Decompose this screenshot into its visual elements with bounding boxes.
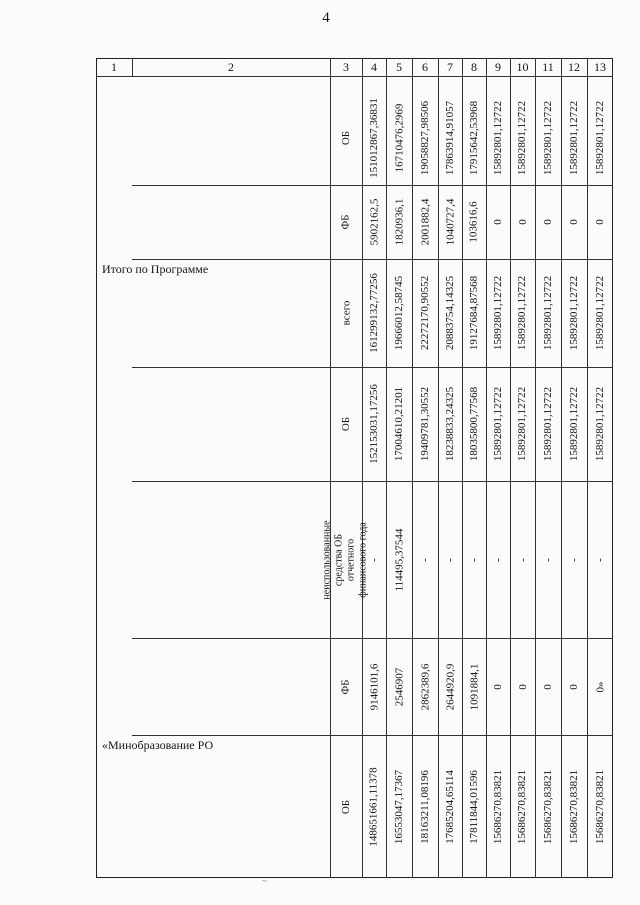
cell-ob-2 (561, 367, 587, 481)
column-label-ob (330, 735, 362, 878)
column-number: 1 (111, 60, 117, 74)
cell-value: 0 (492, 683, 504, 690)
cell-unused (412, 481, 438, 638)
cell-value: - (516, 557, 529, 562)
cell-fb-2 (386, 638, 412, 735)
cell-value: 2001882,4 (419, 198, 431, 246)
cell-ob-2 (386, 367, 412, 481)
cell-value: 2862389,6 (419, 663, 431, 710)
cell-ob-2 (486, 367, 510, 481)
column-label-text: ОБ (339, 799, 352, 814)
cell-fb-1 (362, 185, 386, 259)
cell-fb-2 (486, 638, 510, 735)
cell-ob-2 (587, 367, 613, 481)
page-number: 4 (322, 10, 330, 26)
column-label-text: ОБ (339, 130, 352, 145)
cell-ob-1 (510, 90, 535, 185)
cell-vsego (535, 259, 561, 367)
cell-value: 15686270,83821 (594, 769, 606, 844)
cell-fb-2 (561, 638, 587, 735)
cell-value: 1091884,1 (468, 663, 480, 710)
cell-value: 15892801,12722 (594, 100, 606, 175)
cell-unused (486, 481, 510, 638)
cell-value: 15892801,12722 (542, 386, 554, 462)
cell-value: 17863914,91057 (444, 100, 456, 175)
cell-ob-1 (587, 90, 613, 185)
column-number: 12 (568, 60, 580, 74)
cell-value: 19058827,98506 (419, 100, 431, 175)
cell-ob-2 (412, 367, 438, 481)
cell-value: 18035800,77568 (468, 386, 480, 462)
cell-ob-3 (386, 735, 412, 878)
cell-fb-1 (386, 185, 412, 259)
cell-fb-2 (412, 638, 438, 735)
cell-unused (386, 481, 412, 638)
cell-value: 0 (568, 683, 580, 690)
cell-fb-1 (486, 185, 510, 259)
cell-ob-1 (561, 90, 587, 185)
column-number: 2 (228, 60, 234, 74)
cell-value: 0 (516, 219, 529, 225)
cell-ob-1 (412, 90, 438, 185)
cell-fb-2 (535, 638, 561, 735)
cell-fb-2 (362, 638, 386, 735)
cell-value: 15892801,12722 (516, 386, 529, 462)
cell-value: 0 (516, 683, 529, 690)
cell-value: 17811844,01596 (468, 769, 480, 844)
cell-value: 2644920,9 (444, 663, 456, 710)
column-number: 4 (371, 60, 377, 74)
cell-ob-2 (510, 367, 535, 481)
cell-unused (362, 481, 386, 638)
group-label-ministry: «Минобразование РО (102, 738, 214, 752)
cell-value: 5902162,5 (368, 198, 380, 246)
column-label-ob (330, 367, 362, 481)
cell-value: 17004610,21201 (393, 386, 405, 462)
cell-value: - (593, 557, 606, 562)
column-number: 9 (495, 60, 501, 74)
scan-mark: ~ (262, 876, 267, 886)
cell-ob-2 (362, 367, 386, 481)
cell-value: 19127684,87568 (468, 275, 480, 351)
cell-value: 15892801,12722 (594, 275, 606, 351)
cell-fb-1 (438, 185, 462, 259)
cell-value: 114495,37544 (393, 528, 405, 591)
column-label-text: неиспользованные средства ОБ отчетного финансового года (322, 519, 370, 600)
cell-vsego (486, 259, 510, 367)
cell-value: 15892801,12722 (568, 386, 580, 462)
cell-vsego (587, 259, 613, 367)
header-divider (96, 76, 613, 77)
cell-unused (535, 481, 561, 638)
cell-unused (462, 481, 486, 638)
cell-value: 15892801,12722 (568, 100, 580, 175)
cell-value: 19409781,30552 (419, 386, 431, 462)
cell-value: 16553047,17367 (393, 769, 405, 844)
cell-ob-3 (587, 735, 613, 878)
cell-value: 17685204,65114 (444, 769, 456, 844)
cell-ob-1 (486, 90, 510, 185)
cell-fb-1 (462, 185, 486, 259)
cell-value: - (367, 557, 380, 562)
cell-value: 1820936,1 (393, 198, 405, 246)
cell-ob-1 (362, 90, 386, 185)
cell-fb-1 (561, 185, 587, 259)
cell-ob-2 (535, 367, 561, 481)
cell-value: 16710476,2969 (393, 103, 405, 172)
cell-value: 151012867,36831 (368, 97, 380, 178)
cell-value: - (467, 557, 480, 562)
cell-value: 0 (542, 219, 554, 225)
cell-value: 15892801,12722 (542, 100, 554, 175)
cell-value: 15892801,12722 (542, 275, 554, 351)
cell-value: 18163211,08196 (419, 769, 431, 844)
cell-fb-1 (510, 185, 535, 259)
cell-value: 0 (568, 219, 580, 225)
cell-value: - (567, 557, 580, 562)
column-number: 5 (396, 60, 402, 74)
cell-value: 148651661,11378 (368, 766, 380, 847)
column-number: 11 (542, 60, 554, 74)
cell-value: 17915642,53968 (468, 100, 480, 175)
cell-value: 22272170,90552 (419, 275, 431, 351)
cell-value: 18238833,24325 (444, 386, 456, 462)
cell-value: 15892801,12722 (516, 275, 529, 351)
cell-value: 152153031,17256 (368, 384, 380, 464)
cell-value: 15892801,12722 (594, 386, 606, 462)
column-number: 13 (594, 60, 606, 74)
cell-unused (587, 481, 613, 638)
cell-vsego (412, 259, 438, 367)
column-number: 3 (343, 60, 349, 74)
cell-value: 9146101,6 (368, 663, 380, 710)
column-number: 6 (422, 60, 428, 74)
cell-value: - (443, 557, 456, 562)
cell-ob-3 (438, 735, 462, 878)
cell-ob-2 (438, 367, 462, 481)
cell-value: - (541, 557, 554, 562)
cell-unused (438, 481, 462, 638)
cell-value: 0 (594, 219, 606, 225)
cell-fb-1 (535, 185, 561, 259)
cell-value: 0 (542, 683, 554, 690)
cell-value: 15686270,83821 (542, 769, 554, 844)
cell-ob-3 (535, 735, 561, 878)
cell-value: 15892801,12722 (492, 275, 504, 351)
cell-ob-3 (362, 735, 386, 878)
cell-fb-2 (587, 638, 613, 735)
cell-unused (510, 481, 535, 638)
cell-ob-1 (535, 90, 561, 185)
cell-vsego (362, 259, 386, 367)
column-number: 7 (447, 60, 453, 74)
cell-ob-1 (386, 90, 412, 185)
cell-value: - (491, 557, 504, 562)
column-label-unused (322, 481, 370, 638)
cell-ob-2 (462, 367, 486, 481)
cell-fb-1 (587, 185, 613, 259)
cell-ob-3 (561, 735, 587, 878)
cell-value: 15686270,83821 (568, 769, 580, 844)
cell-unused (561, 481, 587, 638)
cell-vsego (462, 259, 486, 367)
cell-ob-3 (486, 735, 510, 878)
column-label-text: ФБ (339, 214, 352, 230)
cell-ob-3 (462, 735, 486, 878)
cell-value: 15892801,12722 (516, 100, 529, 175)
column-label-text: ФБ (339, 678, 352, 695)
column-label-vsego (330, 259, 362, 367)
cell-vsego (438, 259, 462, 367)
cell-value: 103616,6 (468, 201, 480, 243)
cell-value: 2546907 (393, 667, 405, 706)
cell-value: 15892801,12722 (492, 100, 504, 175)
column-label-text: ОБ (339, 416, 352, 432)
column-number: 10 (516, 60, 529, 74)
cell-value: 0» (594, 681, 606, 692)
column-label-fb (330, 185, 362, 259)
cell-value: 0 (492, 219, 504, 225)
column-label-fb (330, 638, 362, 735)
cell-value: - (418, 557, 431, 562)
cell-fb-2 (510, 638, 535, 735)
cell-fb-1 (412, 185, 438, 259)
cell-value: 161299132,77256 (368, 273, 380, 353)
column-label-text: всего (340, 300, 352, 326)
cell-fb-2 (438, 638, 462, 735)
cell-ob-3 (510, 735, 535, 878)
cell-value: 1040727,4 (444, 198, 456, 246)
cell-value: 15892801,12722 (492, 386, 504, 462)
cell-ob-1 (462, 90, 486, 185)
cell-value: 15686270,83821 (516, 769, 529, 844)
cell-vsego (510, 259, 535, 367)
cell-fb-2 (462, 638, 486, 735)
cell-value: 15892801,12722 (568, 275, 580, 351)
cell-value: 19666012,58745 (393, 275, 405, 351)
cell-vsego (386, 259, 412, 367)
cell-vsego (561, 259, 587, 367)
column-number: 8 (471, 60, 477, 74)
group-label-total: Итого по Программе (102, 262, 209, 276)
cell-ob-3 (412, 735, 438, 878)
column-label-ob (330, 90, 362, 185)
cell-value: 15686270,83821 (492, 769, 504, 844)
cell-value: 20883754,14325 (444, 275, 456, 351)
cell-ob-1 (438, 90, 462, 185)
